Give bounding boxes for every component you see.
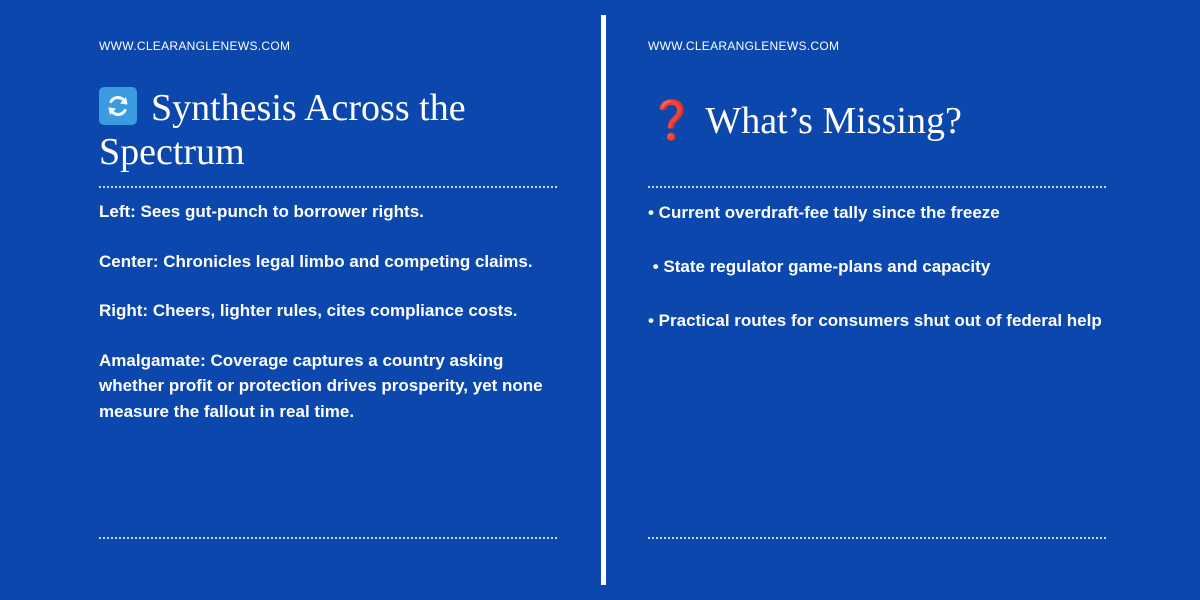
red-question-mark-icon: ❓ [648,98,696,142]
refresh-arrows-icon [99,87,137,125]
missing-items-list [648,199,1113,361]
paragraph-left: Left: Sees gut-punch to borrower rights. [99,202,424,221]
list-item: • State regulator game-plans and capacity [648,257,991,276]
list-item: • Current overdraft-fee tally since the freeze [648,203,1000,222]
site-url[interactable]: WWW.CLEARANGLENEWS.COM [648,39,840,53]
vertical-divider [601,15,606,585]
dotted-divider [99,537,557,539]
paragraph-center: Center: Chronicles legal limbo and competing claims. [99,251,533,271]
paragraph-right: Right: Cheers, lighter rules, cites compliance costs. [99,301,518,320]
right-panel [648,0,1108,600]
left-panel [99,0,559,600]
section-heading-text: What’s Missing? [705,100,962,142]
dotted-divider [99,186,557,188]
section-heading [99,86,559,174]
site-url[interactable]: WWW.CLEARANGLENEWS.COM [99,39,291,53]
dotted-divider [648,186,1106,188]
section-heading-text: Synthesis Across the Spectrum [99,87,466,173]
dotted-divider [648,537,1106,539]
section-heading [648,98,1108,143]
list-item: • Practical routes for consumers shut out of federal help [648,311,1102,330]
paragraph-amalgamate: Amalgamate: Coverage captures a country asking whether profit or protection drives prosperity, yet none measure the fallout in real time. [99,350,543,421]
perspective-summary [99,199,564,448]
